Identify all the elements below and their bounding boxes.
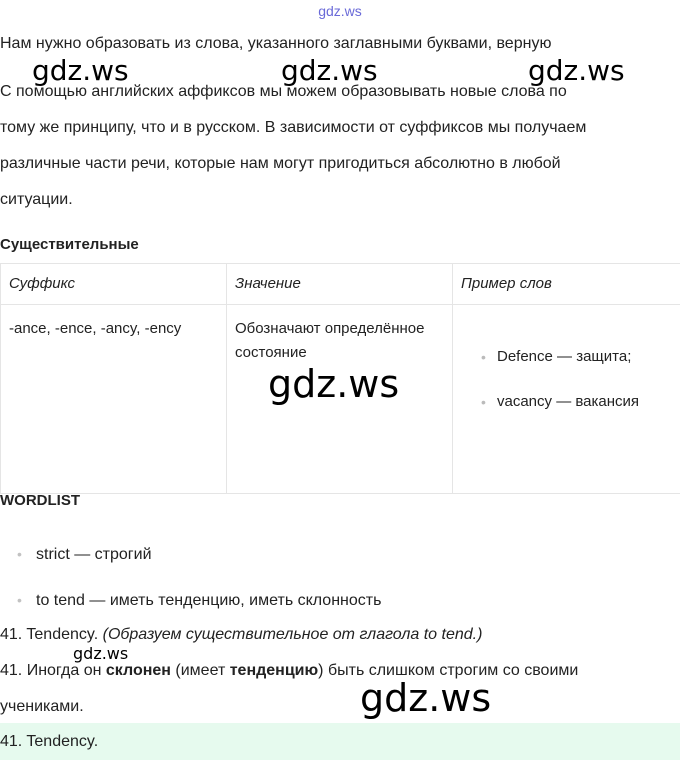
watermark-6: gdz.ws xyxy=(360,676,492,720)
list-item xyxy=(0,592,381,610)
table-cell-examples xyxy=(453,305,680,494)
table-cell-suffix: -ance, -ence, -ancy, -ency xyxy=(1,305,227,494)
wordlist-item-strict: strict — строгий xyxy=(36,546,152,563)
intro-line-2: С помощью английских аффиксов мы можем образовывать новые слова по xyxy=(0,83,567,100)
table-header-meaning: Значение xyxy=(227,264,453,305)
bullet-icon: • xyxy=(17,592,22,608)
list-item: • vacancy — вакансия xyxy=(497,384,672,420)
sentence-part: ) быть слишком строгим со своими xyxy=(318,662,579,679)
sentence-part: 41. Иногда он xyxy=(0,662,106,679)
bullet-icon: • xyxy=(17,546,22,562)
nouns-heading: Существительные xyxy=(0,236,139,253)
wordlist-title: WORDLIST xyxy=(0,492,80,509)
top-watermark: gdz.ws xyxy=(318,3,362,19)
wordlist-item-tend: to tend — иметь тенденцию, иметь склонность xyxy=(36,592,382,609)
highlighted-word: тенденцию xyxy=(229,662,319,679)
list-item xyxy=(0,546,152,564)
intro-line-4: различные части речи, которые нам могут пригодиться абсолютно в любой xyxy=(0,155,561,172)
exercise-number-word: 41. Tendency. xyxy=(0,626,99,643)
intro-line-1: Нам нужно образовать из слова, указанного заглавными буквами, верную xyxy=(0,35,552,52)
table-header-suffix: Суффикс xyxy=(1,264,227,305)
exercise-note: (Образуем существительное от глагола to tend.) xyxy=(102,626,483,643)
answer-box xyxy=(0,723,680,760)
intro-line-3: тому же принципу, что и в русском. В зависимости от суффиксов мы получаем xyxy=(0,119,587,136)
answer-text: 41. Tendency. xyxy=(0,733,99,750)
watermark-2: gdz.ws xyxy=(281,54,378,87)
table-cell-meaning: Обозначают определённое состояние xyxy=(227,305,453,494)
exercise-line-1 xyxy=(0,626,482,644)
table-header-examples: Пример слов xyxy=(453,264,680,305)
watermark-3: gdz.ws xyxy=(528,54,625,87)
list-item: • Defence — защита; xyxy=(497,339,672,375)
watermark-4: gdz.ws xyxy=(268,362,400,406)
examples-list xyxy=(461,339,672,420)
sentence-part: (имеет xyxy=(170,662,230,679)
watermark-5: gdz.ws xyxy=(73,644,129,663)
intro-line-5: ситуации. xyxy=(0,191,73,208)
table-header-row xyxy=(1,264,680,305)
exercise-line-2 xyxy=(0,662,578,680)
watermark-1: gdz.ws xyxy=(32,54,129,87)
exercise-line-3: учениками. xyxy=(0,698,84,715)
highlighted-word: склонен xyxy=(105,662,171,679)
